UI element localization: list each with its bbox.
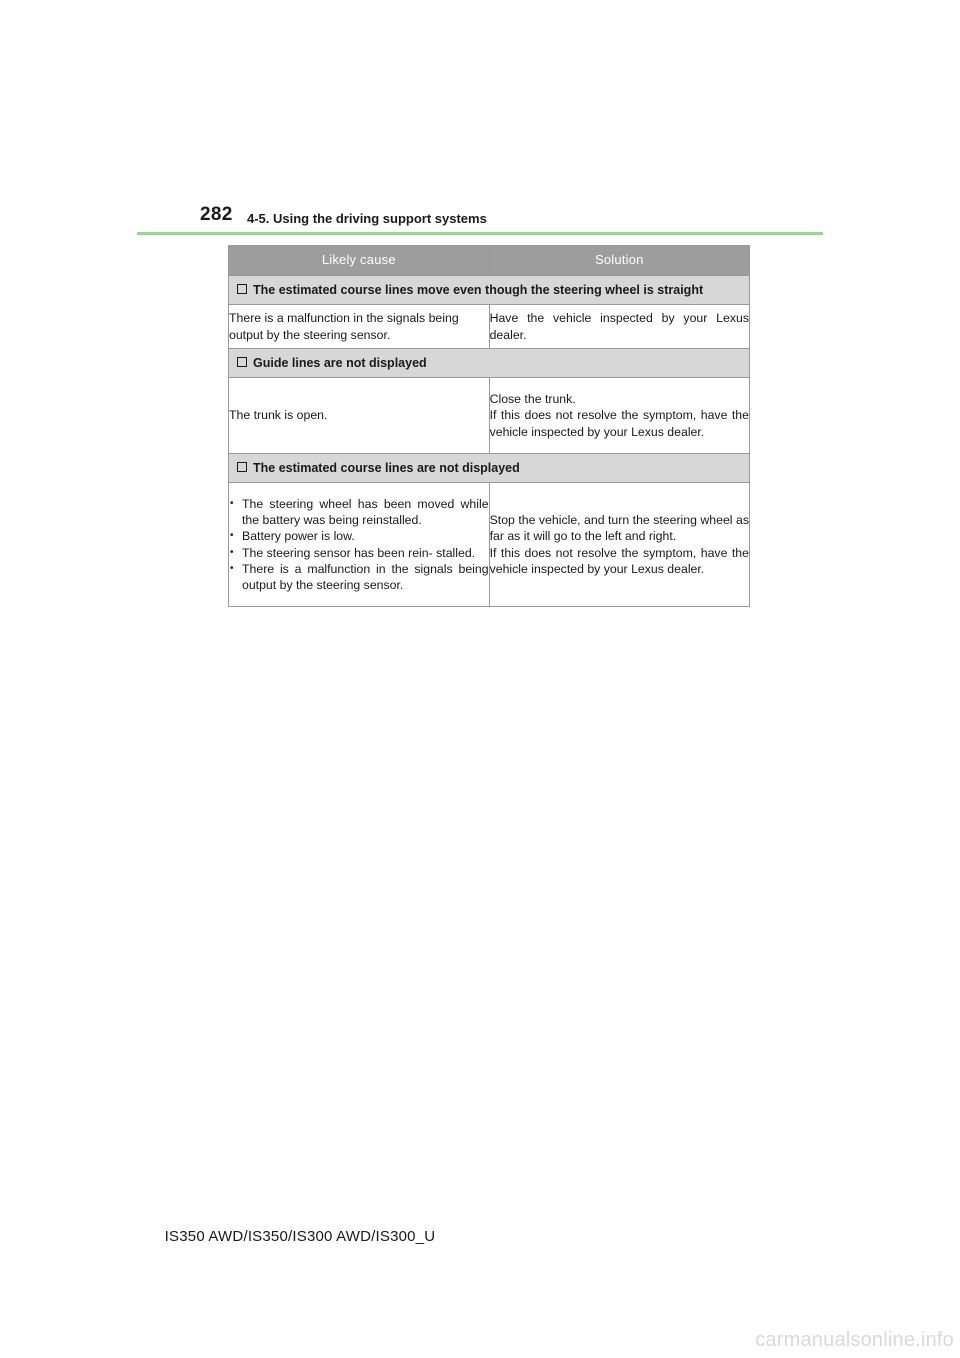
cause-bullet-list [229,496,489,593]
header-rule [137,232,823,235]
list-item: • There is a malfunction in the signals being output by the steering sensor. [229,561,489,593]
table-header-row [229,246,750,276]
checkbox-icon [237,284,247,294]
solution-cell [489,378,749,454]
table-row [229,378,750,454]
symptom-text: The estimated course lines are not displayed [253,460,520,475]
solution-line: If this does not resolve the symptom, have the vehicle inspected by your Lexus dealer. [489,545,749,576]
section-title: 4-5. Using the driving support systems [247,211,487,226]
solution-cell [489,483,749,607]
column-header-solution: Solution [489,246,749,276]
symptom-text: Guide lines are not displayed [253,355,427,370]
watermark: carmanualsonline.info [755,1329,954,1351]
symptom-cell [229,349,750,378]
checkbox-icon [237,357,247,367]
checkbox-icon [237,462,247,472]
page-number: 282 [200,204,233,225]
solution-line: Have the vehicle inspected by your Lexus dealer. [489,311,749,342]
symptom-row [229,349,750,378]
troubleshooting-table [228,245,750,607]
column-header-cause: Likely cause [229,246,490,276]
symptom-row [229,276,750,305]
list-item: • The steering sensor has been rein- stalled. [229,545,489,561]
solution-cell [489,305,749,349]
cause-cell: The trunk is open. [229,378,490,454]
solution-line: Close the trunk. [489,392,576,407]
solution-line: If this does not resolve the symptom, have the vehicle inspected by your Lexus dealer. [489,408,749,439]
symptom-cell [229,454,750,483]
footer-model-code: IS350 AWD/IS350/IS300 AWD/IS300_U [164,1228,436,1245]
cause-cell [229,483,490,607]
symptom-row [229,454,750,483]
symptom-text: The estimated course lines move even though the steering wheel is straight [253,282,704,297]
cause-cell: There is a malfunction in the signals being output by the steering sensor. [229,305,490,349]
symptom-cell [229,276,750,305]
table-row [229,305,750,349]
table-row [229,483,750,607]
solution-line: Stop the vehicle, and turn the steering wheel as far as it will go to the left and right. [489,513,749,544]
list-item: • The steering wheel has been moved while the battery was being reinstalled. [229,496,489,528]
list-item: • Battery power is low. [229,528,489,544]
